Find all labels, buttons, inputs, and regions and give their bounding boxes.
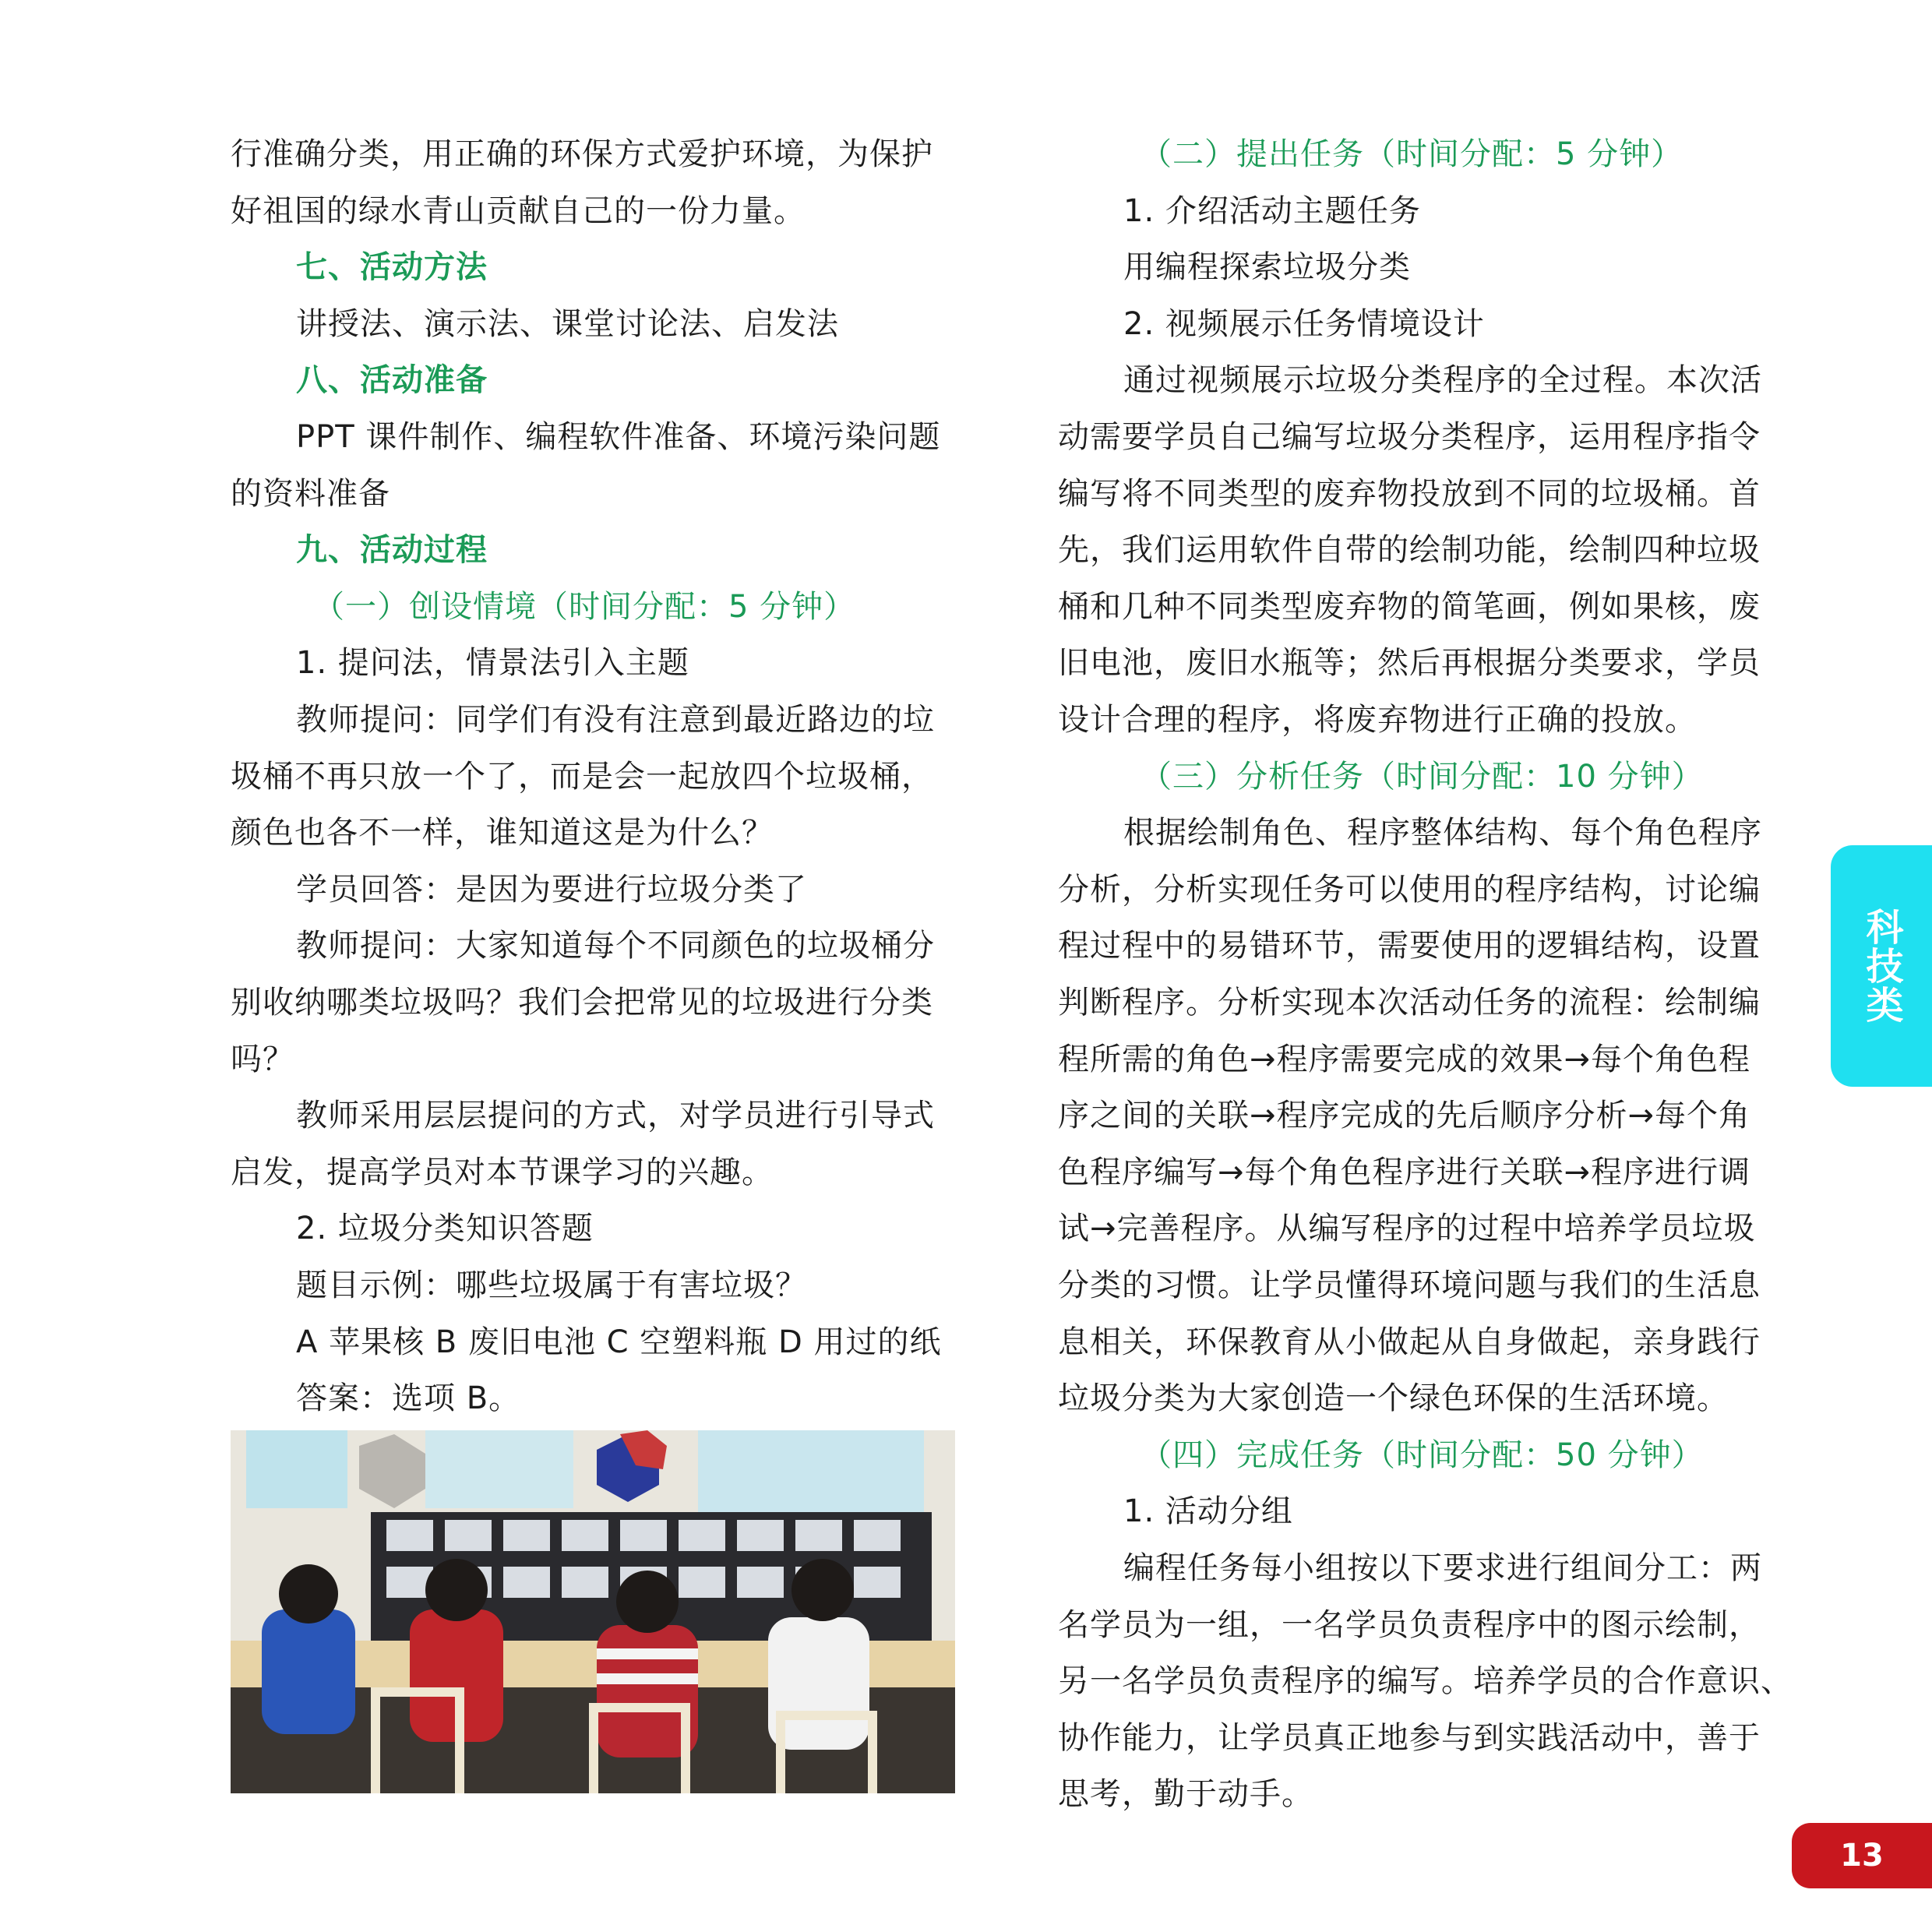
- text-line: 色程序编写→每个角色程序进行关联→程序进行调: [1058, 1154, 1751, 1190]
- text-line: 颜色也各不一样，谁知道这是为什么？: [231, 815, 774, 851]
- text-line: 吗？: [231, 1041, 294, 1077]
- text-line: 学员回答：是因为要进行垃圾分类了: [296, 871, 807, 908]
- text-line: 题目示例：哪些垃圾属于有害垃圾？: [296, 1267, 807, 1303]
- text-line: 判断程序。分析实现本次活动任务的流程：绘制编: [1058, 985, 1761, 1021]
- text-line: 教师提问：同学们有没有注意到最近路边的垃: [296, 702, 935, 738]
- text-line: 动需要学员自己编写垃圾分类程序，运用程序指令: [1058, 419, 1761, 455]
- text-line: 2. 视频展示任务情境设计: [1123, 305, 1485, 342]
- text-line: 教师采用层层提问的方式，对学员进行引导式: [296, 1098, 935, 1134]
- page-number: 13: [1840, 1838, 1884, 1874]
- text-line: 先，我们运用软件自带的绘制功能，绘制四种垃圾: [1058, 532, 1761, 569]
- text-line: 分析，分析实现任务可以使用的程序结构，讨论编: [1058, 871, 1761, 908]
- subsection-heading: （一）创设情境（时间分配：5 分钟）: [313, 588, 856, 625]
- classroom-photo: [231, 1430, 955, 1793]
- text-line: 桶和几种不同类型废弃物的简笔画，例如果核，废: [1058, 588, 1761, 625]
- text-line: 另一名学员负责程序的编写。培养学员的合作意识、: [1058, 1663, 1793, 1700]
- text-line: 息相关，环保教育从小做起从自身做起，亲身践行: [1058, 1324, 1761, 1360]
- text-line: 设计合理的程序，将废弃物进行正确的投放。: [1058, 702, 1697, 738]
- page-number-badge: [1792, 1823, 1932, 1888]
- text-line: 行准确分类，用正确的环保方式爱护环境，为保护: [231, 136, 933, 172]
- text-line: 编写将不同类型的废弃物投放到不同的垃圾桶。首: [1058, 475, 1761, 512]
- text-line: 教师提问：大家知道每个不同颜色的垃圾桶分: [296, 928, 935, 964]
- text-line: 讲授法、演示法、课堂讨论法、启发法: [296, 305, 839, 342]
- text-line: PPT 课件制作、编程软件准备、环境污染问题: [296, 419, 941, 455]
- text-line: 圾桶不再只放一个了，而是会一起放四个垃圾桶，: [231, 758, 933, 795]
- text-line: 2. 垃圾分类知识答题: [296, 1211, 594, 1247]
- category-side-tab-label: 科技类: [1860, 908, 1903, 1024]
- section-heading: 八、活动准备: [296, 362, 488, 399]
- text-line: 序之间的关联→程序完成的先后顺序分析→每个角: [1058, 1098, 1751, 1134]
- text-line: 编程任务每小组按以下要求进行组间分工：两: [1123, 1550, 1762, 1586]
- text-line: 启发，提高学员对本节课学习的兴趣。: [231, 1154, 774, 1190]
- text-line: 1. 介绍活动主题任务: [1123, 192, 1421, 229]
- text-line: 思考，勤于动手。: [1058, 1776, 1313, 1813]
- section-heading: 七、活动方法: [296, 249, 488, 286]
- section-heading: 九、活动过程: [296, 532, 488, 569]
- text-line: 名学员为一组，一名学员负责程序中的图示绘制，: [1058, 1606, 1761, 1643]
- text-line: 试→完善程序。从编写程序的过程中培养学员垃圾: [1058, 1211, 1756, 1247]
- text-line: 好祖国的绿水青山贡献自己的一份力量。: [231, 192, 806, 229]
- text-line: A 苹果核 B 废旧电池 C 空塑料瓶 D 用过的纸: [296, 1324, 942, 1360]
- text-line: 垃圾分类为大家创造一个绿色环保的生活环境。: [1058, 1380, 1729, 1417]
- text-line: 1. 提问法，情景法引入主题: [296, 645, 689, 682]
- text-line: 旧电池，废旧水瓶等；然后再根据分类要求，学员: [1058, 645, 1761, 682]
- text-line: 根据绘制角色、程序整体结构、每个角色程序: [1123, 815, 1762, 851]
- text-line: 分类的习惯。让学员懂得环境问题与我们的生活息: [1058, 1267, 1761, 1303]
- text-line: 答案：选项 B。: [296, 1380, 521, 1417]
- text-line: 通过视频展示垃圾分类程序的全过程。本次活: [1123, 362, 1762, 399]
- subsection-heading: （二）提出任务（时间分配：5 分钟）: [1141, 136, 1683, 172]
- text-line: 程所需的角色→程序需要完成的效果→每个角色程: [1058, 1041, 1751, 1077]
- text-line: 程过程中的易错环节，需要使用的逻辑结构，设置: [1058, 928, 1761, 964]
- text-line: 用编程探索垃圾分类: [1123, 249, 1411, 286]
- text-line: 协作能力，让学员真正地参与到实践活动中，善于: [1058, 1719, 1761, 1756]
- subsection-heading: （三）分析任务（时间分配：10 分钟）: [1141, 758, 1704, 795]
- text-line: 别收纳哪类垃圾吗？我们会把常见的垃圾进行分类: [231, 985, 933, 1021]
- subsection-heading: （四）完成任务（时间分配：50 分钟）: [1141, 1437, 1704, 1473]
- category-side-tab: [1831, 845, 1932, 1087]
- text-line: 1. 活动分组: [1123, 1493, 1293, 1530]
- text-line: 的资料准备: [231, 475, 390, 512]
